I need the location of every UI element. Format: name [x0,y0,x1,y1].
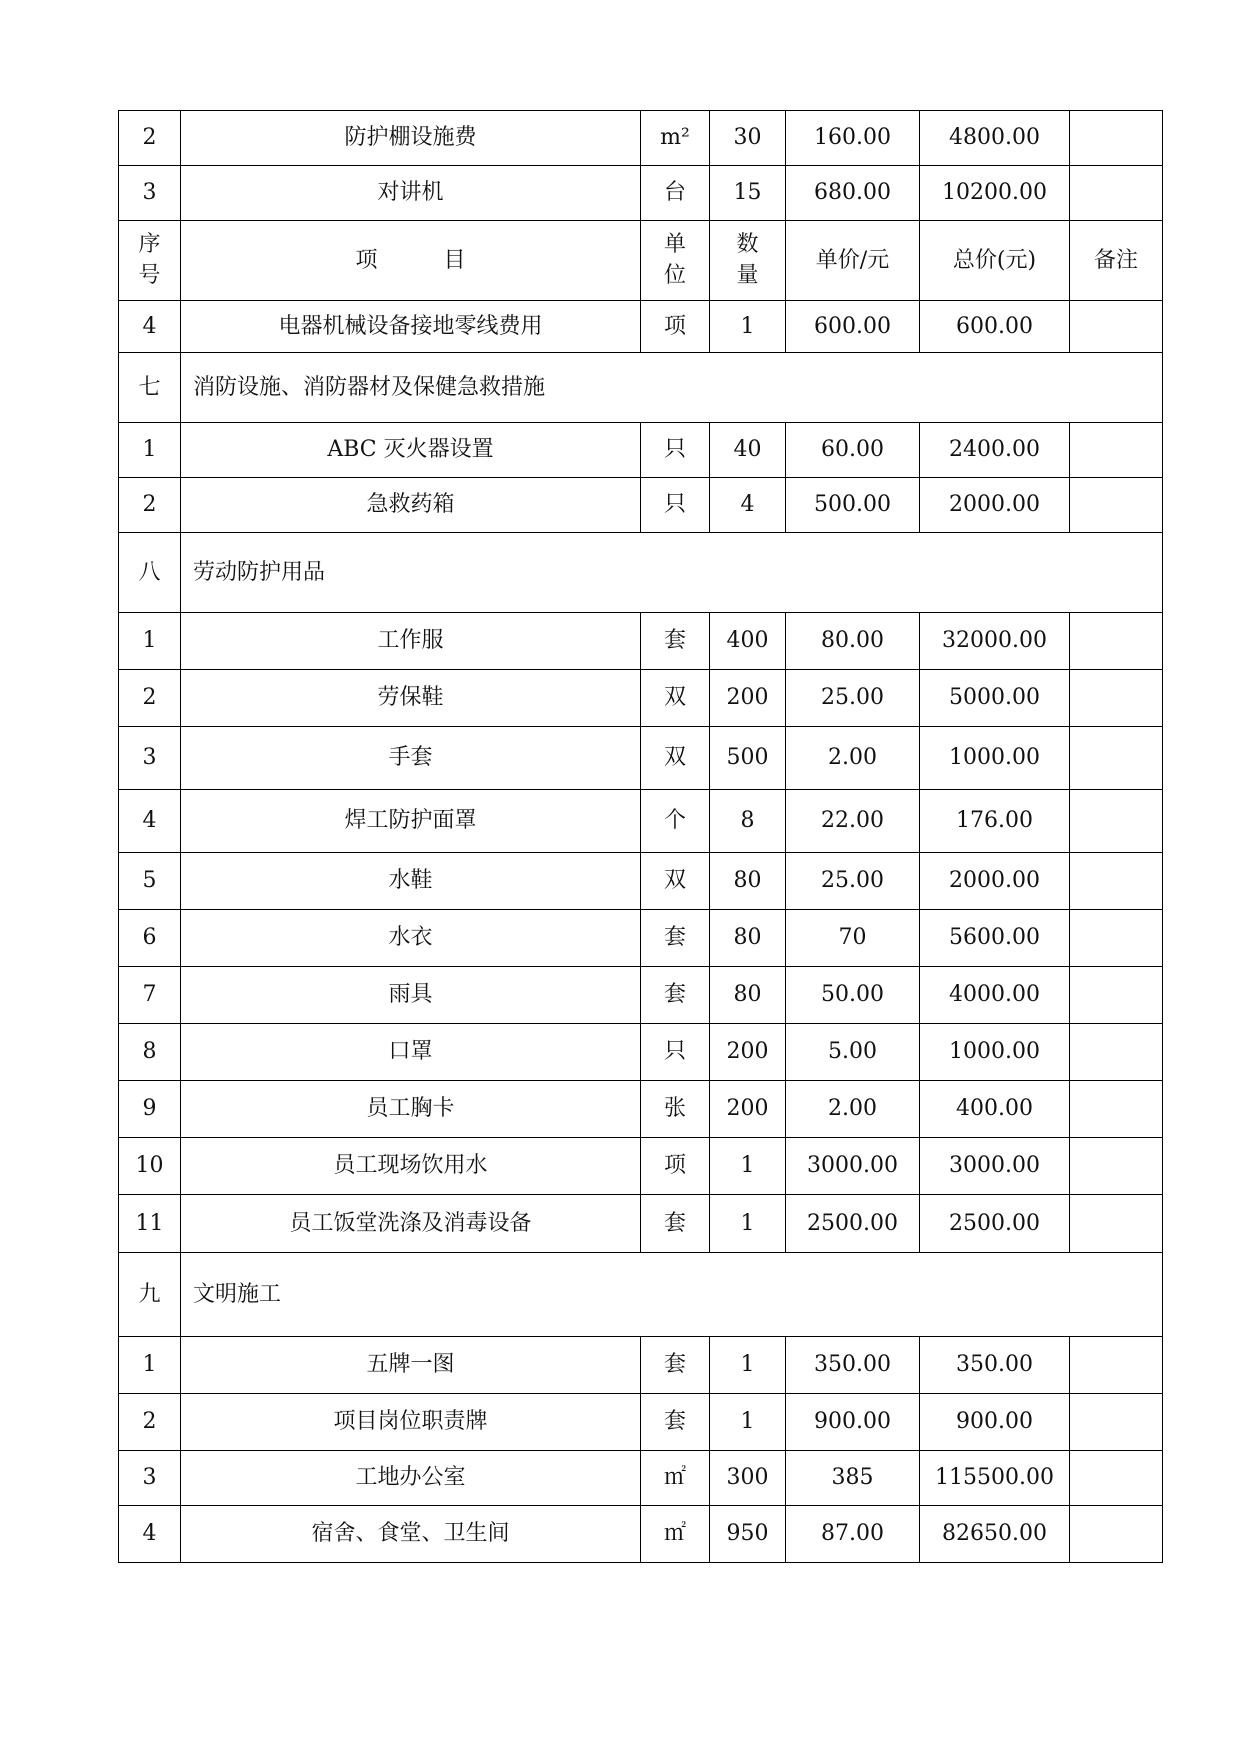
cell-total-price: 4000.00 [920,967,1070,1024]
cell-unit: 套 [641,910,710,967]
cell-remark [1070,166,1163,221]
cell-no: 3 [119,166,181,221]
header-cell-unit: 单 位 [641,221,710,301]
cell-total-price: 5600.00 [920,910,1070,967]
cell-item-name: 手套 [181,727,641,790]
cell-no: 1 [119,423,181,478]
table-row [119,1138,1163,1195]
header-cell-unit-price: 单价/元 [786,221,920,301]
cell-quantity: 1 [710,1337,786,1394]
cell-unit: 套 [641,1337,710,1394]
cell-no: 5 [119,853,181,910]
cell-unit-price: 22.00 [786,790,920,853]
cell-item-name: 宿舍、食堂、卫生间 [181,1506,641,1563]
cell-unit-price: 5.00 [786,1024,920,1081]
section-row [119,1253,1163,1337]
section-number: 七 [119,353,181,423]
cell-item-name: 员工胸卡 [181,1081,641,1138]
cell-remark [1070,670,1163,727]
cell-total-price: 32000.00 [920,613,1070,670]
cell-total-price: 82650.00 [920,1506,1070,1563]
header-cell-item-name: 项 目 [181,221,641,301]
header-cell-total-price: 总价(元) [920,221,1070,301]
cell-remark [1070,967,1163,1024]
cell-unit-price: 60.00 [786,423,920,478]
cell-unit-price: 50.00 [786,967,920,1024]
table-row [119,166,1163,221]
cell-remark [1070,1506,1163,1563]
cell-no: 2 [119,478,181,533]
cell-quantity: 300 [710,1451,786,1506]
cell-no: 6 [119,910,181,967]
cell-total-price: 900.00 [920,1394,1070,1451]
cell-remark [1070,423,1163,478]
cell-remark [1070,1024,1163,1081]
cell-no: 2 [119,1394,181,1451]
table-row [119,910,1163,967]
cell-total-price: 3000.00 [920,1138,1070,1195]
cell-item-name: 五牌一图 [181,1337,641,1394]
section-number: 九 [119,1253,181,1337]
cell-quantity: 4 [710,478,786,533]
cell-quantity: 200 [710,1081,786,1138]
cell-item-name: 工作服 [181,613,641,670]
cell-unit-price: 385 [786,1451,920,1506]
cell-unit-price: 2.00 [786,1081,920,1138]
cell-unit-price: 500.00 [786,478,920,533]
cell-total-price: 2000.00 [920,853,1070,910]
table-row [119,301,1163,353]
cell-remark [1070,1195,1163,1253]
cell-quantity: 1 [710,301,786,353]
cell-item-name: 劳保鞋 [181,670,641,727]
cell-no: 4 [119,1506,181,1563]
cell-remark [1070,727,1163,790]
cell-item-name: 雨具 [181,967,641,1024]
cell-unit-price: 350.00 [786,1337,920,1394]
cell-unit-price: 600.00 [786,301,920,353]
cell-unit: 台 [641,166,710,221]
section-title: 文明施工 [181,1253,1163,1337]
cell-unit: 只 [641,1024,710,1081]
cell-quantity: 1 [710,1394,786,1451]
cell-total-price: 1000.00 [920,1024,1070,1081]
cell-item-name: 水衣 [181,910,641,967]
cell-remark [1070,910,1163,967]
cell-quantity: 40 [710,423,786,478]
table-row [119,1195,1163,1253]
cell-remark [1070,790,1163,853]
section-row [119,353,1163,423]
cell-item-name: 工地办公室 [181,1451,641,1506]
section-row [119,533,1163,613]
cell-total-price: 400.00 [920,1081,1070,1138]
cell-quantity: 200 [710,1024,786,1081]
cell-total-price: 176.00 [920,790,1070,853]
cell-remark [1070,301,1163,353]
section-number: 八 [119,533,181,613]
cell-unit-price: 900.00 [786,1394,920,1451]
cell-remark [1070,1081,1163,1138]
cell-unit-price: 2.00 [786,727,920,790]
cell-unit-price: 25.00 [786,853,920,910]
cell-remark [1070,1138,1163,1195]
cell-no: 7 [119,967,181,1024]
table-row [119,727,1163,790]
table-row [119,1451,1163,1506]
cell-item-name: 口罩 [181,1024,641,1081]
cell-unit: 只 [641,423,710,478]
cell-unit: 项 [641,301,710,353]
cell-item-name: 员工现场饮用水 [181,1138,641,1195]
cell-remark [1070,853,1163,910]
cell-total-price: 4800.00 [920,111,1070,166]
cell-unit-price: 160.00 [786,111,920,166]
cell-quantity: 80 [710,853,786,910]
cell-quantity: 8 [710,790,786,853]
cell-unit: ㎡ [641,1451,710,1506]
cell-quantity: 950 [710,1506,786,1563]
section-title: 消防设施、消防器材及保健急救措施 [181,353,1163,423]
table-row [119,478,1163,533]
cell-no: 10 [119,1138,181,1195]
cell-total-price: 10200.00 [920,166,1070,221]
cell-total-price: 5000.00 [920,670,1070,727]
cell-no: 2 [119,111,181,166]
cell-item-name: 对讲机 [181,166,641,221]
cell-no: 9 [119,1081,181,1138]
cell-item-name: ABC 灭火器设置 [181,423,641,478]
cell-no: 4 [119,301,181,353]
table-row [119,853,1163,910]
cell-item-name: 员工饭堂洗涤及消毒设备 [181,1195,641,1253]
header-row [119,221,1163,301]
cell-unit-price: 80.00 [786,613,920,670]
cell-total-price: 350.00 [920,1337,1070,1394]
cell-unit: 双 [641,727,710,790]
cell-no: 1 [119,1337,181,1394]
cell-remark [1070,1451,1163,1506]
cell-no: 4 [119,790,181,853]
cell-unit-price: 2500.00 [786,1195,920,1253]
header-cell-quantity: 数 量 [710,221,786,301]
cell-quantity: 400 [710,613,786,670]
table-row [119,790,1163,853]
cell-item-name: 水鞋 [181,853,641,910]
cost-table [118,110,1163,1563]
table-row [119,967,1163,1024]
cell-total-price: 2400.00 [920,423,1070,478]
cell-unit: 张 [641,1081,710,1138]
table-row [119,1337,1163,1394]
cell-unit: 双 [641,853,710,910]
cell-no: 8 [119,1024,181,1081]
cell-unit-price: 680.00 [786,166,920,221]
cell-unit-price: 87.00 [786,1506,920,1563]
table-row [119,423,1163,478]
cell-remark [1070,1394,1163,1451]
cell-unit: 套 [641,613,710,670]
cell-quantity: 80 [710,910,786,967]
table-row [119,670,1163,727]
table-row [119,1506,1163,1563]
cell-unit: ㎡ [641,1506,710,1563]
cell-unit: 只 [641,478,710,533]
cell-unit: 个 [641,790,710,853]
cell-total-price: 1000.00 [920,727,1070,790]
cell-unit: m² [641,111,710,166]
cell-no: 2 [119,670,181,727]
cell-quantity: 500 [710,727,786,790]
cell-total-price: 600.00 [920,301,1070,353]
cell-unit: 套 [641,1195,710,1253]
cell-unit: 套 [641,1394,710,1451]
cell-no: 3 [119,727,181,790]
cell-quantity: 80 [710,967,786,1024]
cell-unit-price: 70 [786,910,920,967]
table-row [119,111,1163,166]
cell-unit-price: 3000.00 [786,1138,920,1195]
table-row [119,1394,1163,1451]
table-row [119,1024,1163,1081]
section-title: 劳动防护用品 [181,533,1163,613]
cell-total-price: 2000.00 [920,478,1070,533]
cell-remark [1070,1337,1163,1394]
cell-item-name: 焊工防护面罩 [181,790,641,853]
cell-unit: 套 [641,967,710,1024]
cell-quantity: 15 [710,166,786,221]
table-row [119,613,1163,670]
cell-quantity: 1 [710,1195,786,1253]
cell-unit: 项 [641,1138,710,1195]
cell-total-price: 115500.00 [920,1451,1070,1506]
cell-item-name: 电器机械设备接地零线费用 [181,301,641,353]
header-cell-no: 序 号 [119,221,181,301]
header-cell-remark: 备注 [1070,221,1163,301]
cell-no: 3 [119,1451,181,1506]
cell-remark [1070,111,1163,166]
cell-remark [1070,478,1163,533]
cell-total-price: 2500.00 [920,1195,1070,1253]
cell-quantity: 200 [710,670,786,727]
cell-unit: 双 [641,670,710,727]
cell-remark [1070,613,1163,670]
cell-no: 11 [119,1195,181,1253]
cell-item-name: 防护棚设施费 [181,111,641,166]
cell-quantity: 30 [710,111,786,166]
cell-item-name: 项目岗位职责牌 [181,1394,641,1451]
cell-unit-price: 25.00 [786,670,920,727]
cell-quantity: 1 [710,1138,786,1195]
table-row [119,1081,1163,1138]
cell-item-name: 急救药箱 [181,478,641,533]
cell-no: 1 [119,613,181,670]
